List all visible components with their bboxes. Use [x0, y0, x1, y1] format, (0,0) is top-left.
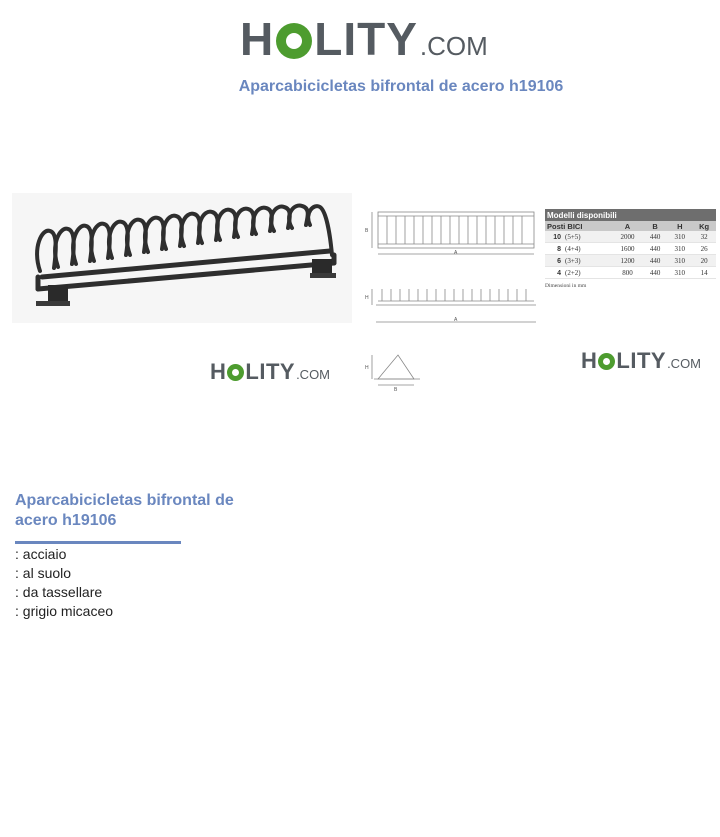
heading-divider	[15, 541, 181, 544]
product-heading: Aparcabicicletas bifrontal de acero h19106	[15, 492, 234, 529]
label-h: H	[365, 295, 369, 301]
label-a: A	[454, 250, 458, 256]
page-title: Aparcabicicletas bifrontal de acero h19106	[238, 78, 564, 95]
list-item: : da tassellare	[15, 584, 103, 600]
logo-letter-h: H	[240, 13, 275, 65]
list-item: : al suolo	[15, 565, 72, 581]
holity-watermark-logo: H LITY .COM	[210, 359, 331, 384]
product-photo	[12, 193, 352, 323]
list-item: : grigio micaceo	[15, 603, 114, 619]
logo-word: LITY	[314, 13, 418, 65]
col-header: B	[643, 221, 668, 231]
logo-dot-icon	[276, 23, 312, 59]
table-row: 10 (5+5) 2000 440 310 32	[545, 231, 716, 243]
technical-drawing	[362, 203, 542, 393]
table-row: 4 (2+2) 800 440 310 14	[545, 267, 716, 279]
logo-dot-icon	[227, 364, 244, 381]
col-header: Posti BICI	[545, 221, 612, 231]
table-row: 6 (3+3) 1200 440 310 20	[545, 255, 716, 267]
col-header: H	[667, 221, 692, 231]
spec-table-caption: Modelli disponibili	[545, 209, 716, 221]
label-h-side: H	[365, 365, 369, 371]
logo-domain: .COM	[419, 31, 488, 61]
dimensions-note: Dimensioni in mm	[545, 283, 587, 289]
holity-watermark-logo: H LITY .COM	[581, 348, 702, 373]
logo-dot-icon	[598, 353, 615, 370]
table-row: 8 (4+4) 1600 440 310 26	[545, 243, 716, 255]
label-a-front: A	[454, 317, 458, 323]
list-item: : acciaio	[15, 546, 67, 562]
col-header: Kg	[692, 221, 716, 231]
label-b: B	[365, 228, 369, 234]
holity-logo[interactable]	[240, 12, 488, 66]
label-b-side: B	[394, 387, 398, 393]
spec-table	[545, 209, 716, 279]
col-header: A	[612, 221, 643, 231]
feature-list	[15, 545, 113, 621]
